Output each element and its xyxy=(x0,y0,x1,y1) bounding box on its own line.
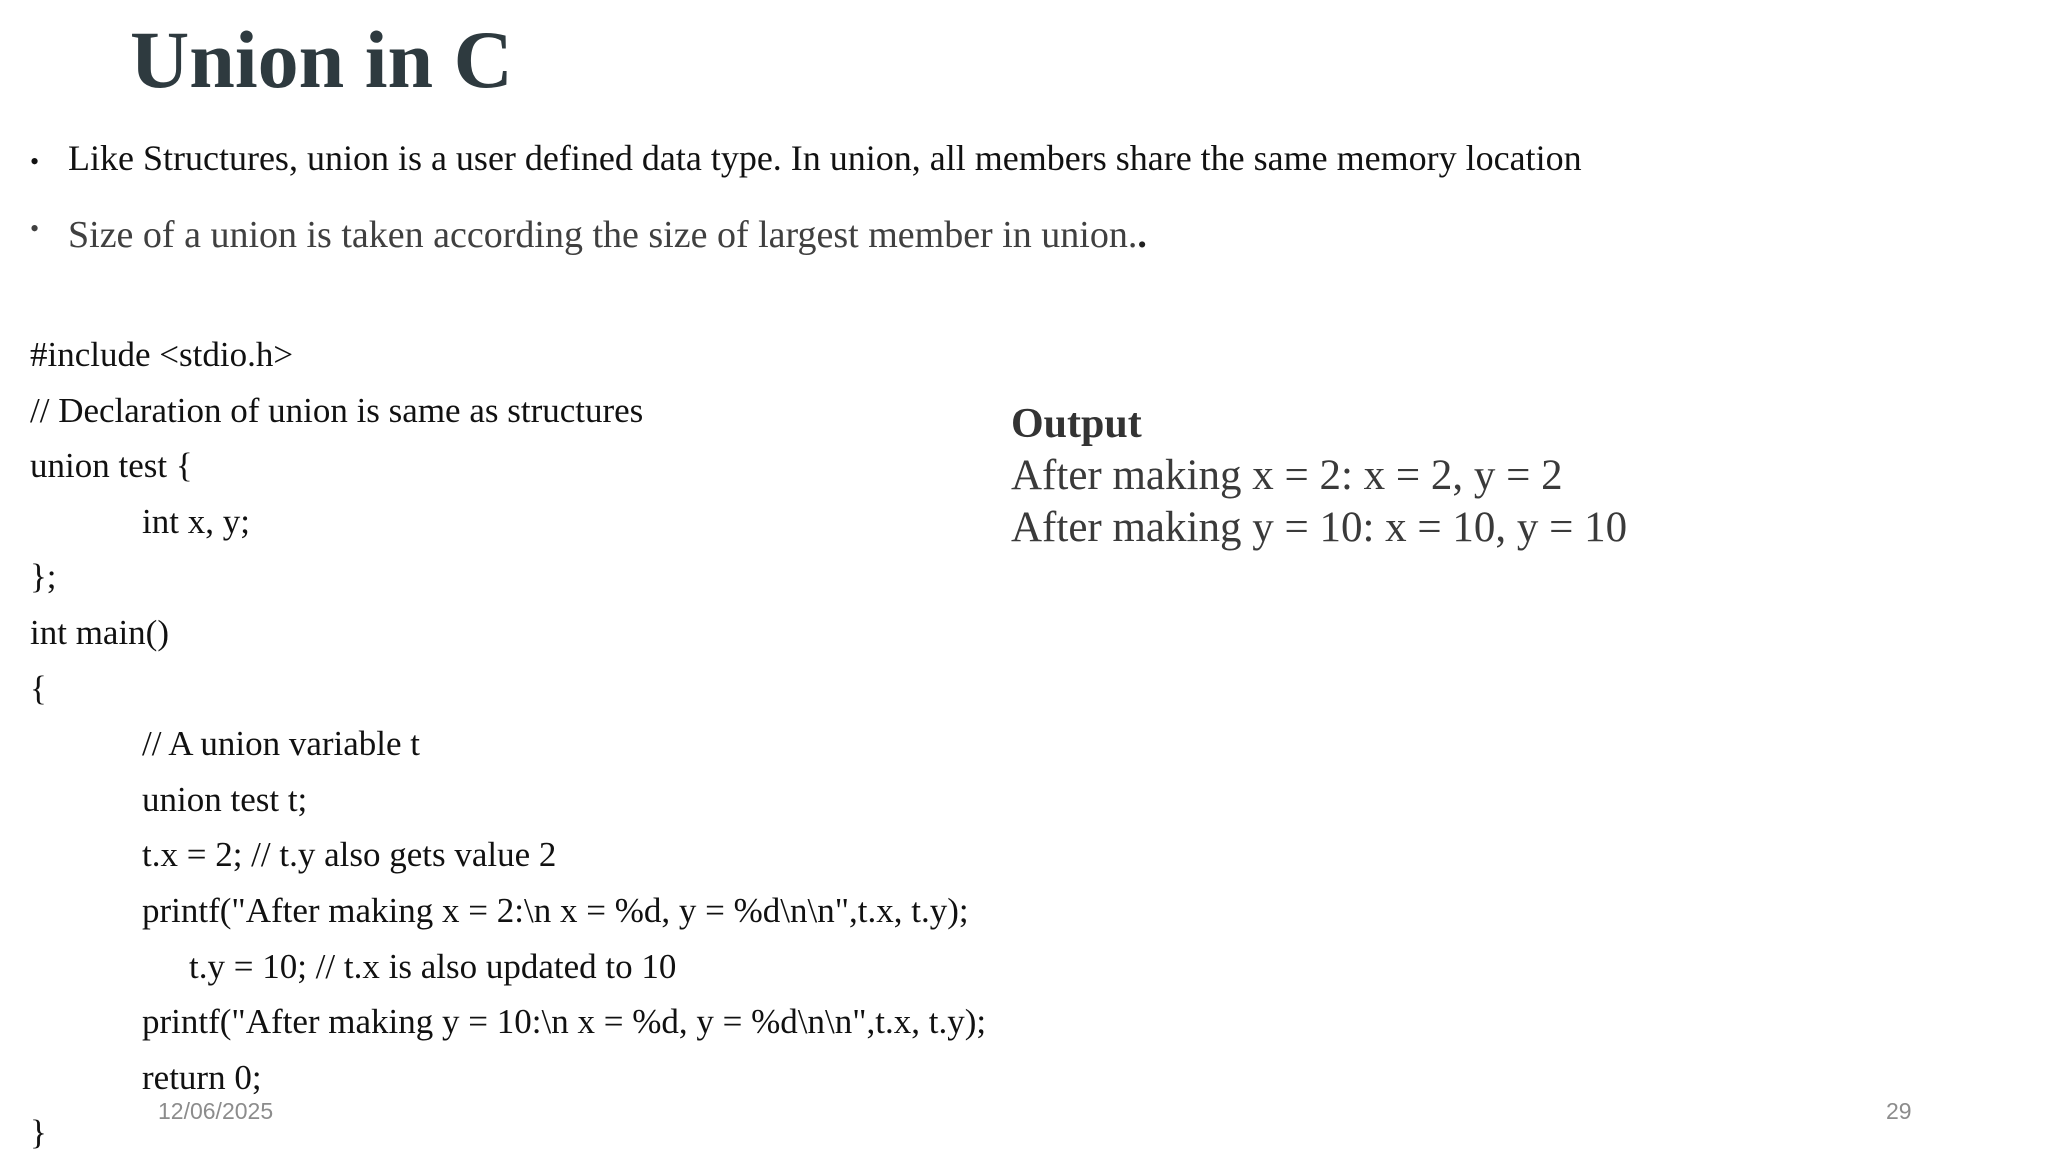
code-line: // A union variable t xyxy=(142,724,421,764)
code-line: union test { xyxy=(30,446,193,486)
output-heading: Output xyxy=(1011,401,1142,447)
slide-title: Union in C xyxy=(130,14,513,105)
code-line: #include <stdio.h> xyxy=(30,335,294,374)
output-panel xyxy=(1011,398,1627,554)
footer-date: 12/06/2025 xyxy=(158,1098,274,1124)
code-line: t.x = 2; // t.y also gets value 2 xyxy=(142,835,557,875)
code-line: union test t; xyxy=(142,779,308,819)
bullet-dot-icon: • xyxy=(30,147,40,176)
code-line: int main() xyxy=(30,612,169,652)
code-line: } xyxy=(30,1113,47,1153)
output-line: After making y = 10: x = 10, y = 10 xyxy=(1011,504,1628,551)
code-line: }; xyxy=(30,557,57,597)
code-line: printf("After making x = 2:\n x = %d, y = %d\n\n",t.x, t.y); xyxy=(142,890,969,930)
code-line: t.y = 10; // t.x is also updated to 10 xyxy=(189,946,677,986)
code-block xyxy=(30,327,986,1161)
footer-page-number: 29 xyxy=(1886,1098,1912,1124)
code-line: { xyxy=(30,668,47,708)
bullet-list xyxy=(30,130,1582,264)
bullet-text: Like Structures, union is a user defined data type. In union, all members share the same memory location xyxy=(68,138,1582,178)
output-line: After making x = 2: x = 2, y = 2 xyxy=(1011,452,1563,499)
bullet-text: Size of a union is taken according the size of largest member in union. xyxy=(68,214,1138,256)
code-line: return 0; xyxy=(142,1057,262,1097)
bullet-trailing-mark: . xyxy=(1137,214,1147,256)
bullet-item xyxy=(30,206,1582,264)
code-line: printf("After making y = 10:\n x = %d, y = %d\n\n",t.x, t.y); xyxy=(142,1002,987,1042)
code-line: int x, y; xyxy=(142,501,250,541)
code-line: // Declaration of union is same as structures xyxy=(30,390,644,430)
bullet-dot-icon: • xyxy=(30,214,40,243)
bullet-item xyxy=(30,130,1582,186)
